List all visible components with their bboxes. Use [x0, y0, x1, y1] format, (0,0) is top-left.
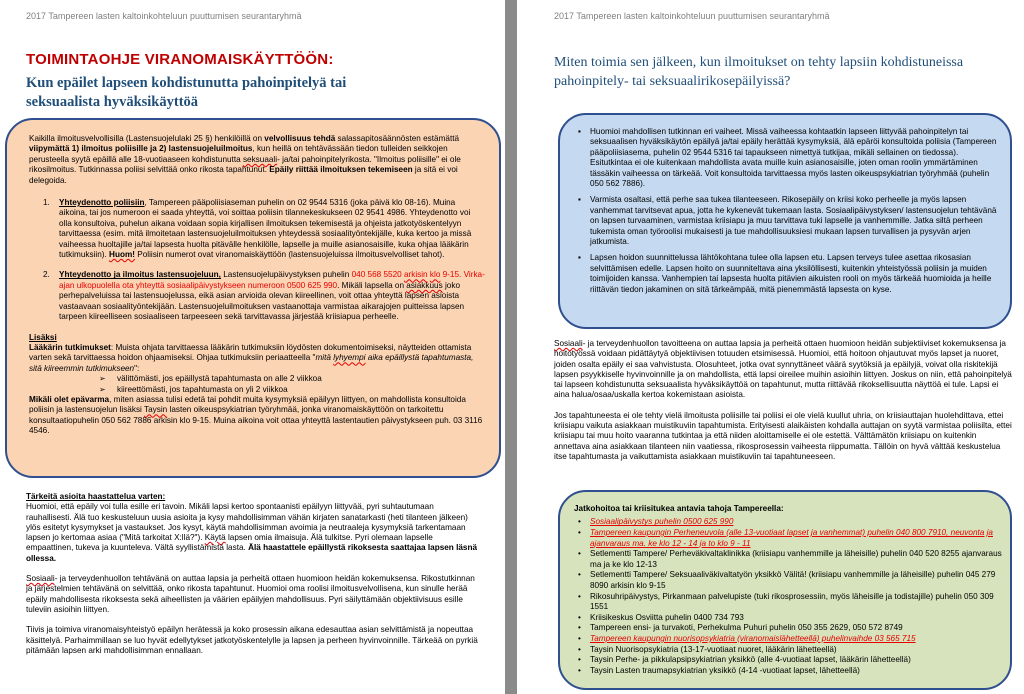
- sub-item-text: välittömästi, jos epäillystä tapahtumasta on alle 2 viikkoa: [117, 374, 322, 384]
- contact-text: Setlementti Tampere/ Seksuaaliväkivaltatyön yksikkö Välitä! (kriisiapu vanhemmille ja läheisille) puhelin 045 279 8090 arkisin klo 9-15: [590, 570, 996, 590]
- interview-text: Huomioi, että epäily voi tulla esille eri tavoin. Mikäli lapsi kertoo spontaanisti epäilyyn liittyvää, pyri suhtautumaan rauhallisesti. Älä tuo keskusteluun uusia asioita ja kysy mahdollisimman vähän kirjaten sanatarkasti (heti tilanteen jälkeen) ylös esitetyt kysymykset ja vastaukset. Jos kysyt, käytä mahdollisimman avoimia ja neutraaleja kysymyksiä tarkentamaan lapsen jo kertomaa asiaa ("Mitä tarkoitat X:llä?").: [26, 502, 468, 543]
- title-blue-line-1: Kun epäilet lapseen kohdistunutta pahoinpitelyä tai: [26, 75, 347, 91]
- contacts-box: [558, 490, 1012, 690]
- lisaksi-italic: mitä: [315, 353, 334, 363]
- contact-item: [574, 570, 1002, 591]
- contact-text: Sosiaalipäivystys puhelin 0500 625 990: [590, 517, 734, 527]
- contacts-heading: [574, 504, 1002, 514]
- intro-text: Kaikilla ilmoitusvelvollisilla (Lastensuojelulaki 25 §) henkilöillä on: [29, 134, 265, 143]
- contact-text: Tampereen kaupungin Perheneuvola (alle 13-vuotiaat lapset ja vanhemmat) puhelin 040 800 7910, neuvonta ja ajanvaraus ma. ke klo 12 - 14 ja to klo 9 - 11: [590, 528, 993, 548]
- bullet-icon: •: [578, 623, 581, 633]
- instructions-box: [5, 118, 501, 478]
- spell-flag: Taysin: [144, 405, 168, 415]
- arrow-bullet-icon: ➢: [99, 374, 106, 384]
- list-item-text: . Mikäli lapsella on: [337, 280, 407, 290]
- phone-red: klo: [429, 270, 441, 280]
- bullet-icon: •: [578, 549, 581, 559]
- page-header: 2017 Tampereen lasten kaltoinkohteluun puuttumisen seurantaryhmä: [26, 11, 302, 21]
- arrow-bullet-icon: ➢: [99, 384, 106, 394]
- contact-item: [574, 613, 1002, 624]
- contacts-heading-text: Jatkohoitoa tai kriisitukea antavia tahoja Tampereella:: [574, 504, 784, 513]
- interview-bold: Älä haastattele epäillystä rikoksesta saattajaa lapsen läsnä ollessa.: [26, 543, 478, 563]
- intro-text: - ja/tai pahoinpitelyrikosta. "Ilmoitus poliisille" ei ole rikosilmoitus. Tutkinnassa poliisi selvittää onko rikosta tapahtunut.: [29, 154, 461, 175]
- spell-flag: asiakkuus: [406, 280, 443, 290]
- interview-heading: Tärkeitä asioita haastattelua varten:: [26, 492, 166, 501]
- list-item-heading: Yhteydenotto ja ilmoitus lastensuojeluun,: [59, 270, 221, 280]
- intro-bold: Epäily riittää ilmoituksen tekemiseen: [269, 165, 413, 175]
- list-number: 2.: [43, 270, 50, 280]
- contact-text: Rikosuhripäivystys, Pirkanmaan palvelupiste (tuki rikosprosessiin, myös läheisille ja todistajille) puhelin 050 309 1551: [590, 591, 994, 612]
- bullet-icon: •: [578, 612, 581, 622]
- right-body-text: [554, 339, 1014, 462]
- lisaksi-heading: [29, 333, 485, 343]
- huom-note: Huom!: [109, 250, 135, 260]
- title-red: TOIMINTAOHJE VIRANOMAISKÄYTTÖÖN:: [26, 51, 334, 68]
- list-item-text: Lastensuojelupäivystyksen puhelin: [220, 270, 352, 280]
- contact-item: [574, 528, 1002, 549]
- sub-item-nonurgent: [99, 385, 485, 395]
- intro-text: salassapitosäännösten estämättä: [335, 134, 460, 143]
- intro-text: ja sitä ei voi delegoida.: [29, 165, 458, 185]
- lisaksi-italic: lyhyempi: [333, 353, 366, 363]
- contact-item: [574, 623, 1002, 634]
- sub-item-text: kiireettömästi, jos tapahtumasta on yli 2 viikkoa: [117, 384, 288, 394]
- list-item-police: [29, 198, 485, 260]
- contact-item: [574, 655, 1002, 666]
- bullet-icon: ▪: [578, 195, 581, 205]
- spell-flag: Sosiaali: [554, 339, 583, 348]
- cooperation-text: Tiivis ja toimiva viranomaisyhteistyö epäilyn herätessä ja koko prosessin aikana edesauttaa asian selvittämistä ja nopeuttaa käsittelyä. Parhaimmillaan se luo hyvät edellytykset jatkotyöskentelylle ja lapsen ja perheen hyvinvoinnille. Tärkeää on pyrkiä pitämään lapsen arki mahdollisimman ennallaan.: [26, 625, 478, 655]
- lisaksi-heading-text: Lisäksi: [29, 332, 57, 342]
- uncertain-bold: Mikäli olet epävarma: [29, 394, 110, 404]
- bullet-icon: •: [578, 633, 581, 643]
- contact-text: Tampereen ensi- ja turvakoti, Perhekulma Puhuri puhelin 050 355 2629, 050 572 8749: [590, 623, 903, 633]
- sub-item-urgent: [99, 374, 485, 384]
- list-item-text: joko perhepalveluissa tai lastensuojelussa, eikä asian arvioida olevan kiireellinen, voit ottaa yhteyttä lapsen asioista vastaavaan sosiaalityöntekijään. Lastensuojeluilmoituksen vastaanottaja varmistaa aikarajojen puitteissa lapsen tarpeen kiireelliseen sosiaaliseen tarpeeseen sekä tarvittavassa järjestää kriisiapua perheelle.: [59, 280, 465, 322]
- bullet-text: Lapsen hoidon suunnittelussa lähtökohtana tulee olla lapsen etu. Lapsen terveys tulee asettaa rikosasian selvittämisen edelle. Lapsen hoito on suunniteltava aina yksilöllisesti, kuitenkin yhteistyössä poliisin ja muiden toimijoiden kanssa. Vanhempien tai lapsesta huolta pitävien aikuisten rooli on myös tärkeää huomioida ja heille riittävän tiedon jakaminen on sitä tärkeämpää, mitä pienemmästä lapsesta on kyse.: [590, 253, 992, 294]
- bullet-family-support: [574, 195, 1000, 247]
- bullet-investigation: [574, 127, 1000, 189]
- title-line-1: Miten toimia sen jälkeen, kun ilmoitukset on tehty lapsiin kohdistuneissa: [554, 55, 964, 70]
- phone-red: 9-15. Virka-ajan ulkopuolella ota yhteyttä sosiaalipäivystykseen numeroon 0500 625 990: [59, 270, 485, 290]
- lisaksi-text: ":: [134, 363, 140, 373]
- title-line-2: pahoinpitely- tai seksuaalirikosepäilyissä?: [554, 74, 791, 89]
- list-number: 1.: [43, 198, 50, 208]
- bullet-icon: •: [578, 665, 581, 675]
- spell-flag: Sosiaali: [26, 574, 55, 584]
- contact-item: [574, 517, 1002, 528]
- bullet-icon: •: [578, 570, 581, 580]
- follow-up-box: [558, 113, 1012, 329]
- contact-item: [574, 549, 1002, 570]
- bullet-icon: •: [578, 528, 581, 537]
- intro-bold: viipymättä 1) ilmoitus poliisille ja 2) lastensuojeluilmoitus: [29, 144, 253, 154]
- list-item-text: , Tampereen pääpoliisiaseman puhelin on 02 9544 5316 (joka päivä klo 08-16). Muina aikoina, tai jos numeroon ei saada yhteyttä, voi soittaa poliisin tilannekeskukseen 02 9541 4986. Yhteydenotto voi olla konsultoiva, puhelun aikana voidaan sopia kirjallisen ilmoituksen tekemisestä ja ohjeista jatkotyöskentelyyn tarvittaessa (esim. mitä ilmoitetaan lastensuojeluilmoituksen yhteydessä sosiaalityöntekijälle, kuka kertoo ja missä vaiheessa huoltajille ja/tai lapsesta huolta pitävälle henkilölle, lapselle ja muille asianosaisille, kuka ohjaa lääkärin tutkimuksiin).: [59, 198, 472, 260]
- uncertain-text: , miten asiassa tulisi edetä tai pohdit muita kysymyksiä epäilyyn liittyen, on mahdollista konsultoida poliisin ja lastensuojelun lisäksi: [29, 394, 466, 415]
- contact-item: [574, 666, 1002, 677]
- uncertain-paragraph: [29, 395, 485, 437]
- social-care-text: - ja terveydenhuollon tehtävänä on auttaa lapsia ja perheitä ottaen huomioon heidän kokemuksensa. Rikostutkinnan ja järjestelmien tehtävänä on selvittää, onko rikosta tapahtunut. Huomioi oma roolisi ilmoitusvelvollisena, kun sinulle herää epäily mahdollisesta rikoksesta sekä aiheellisten ja väärien epäilyjen mahdollisuus. Pyri säilyttämään objektiivisuus esille tuleviin asioihin liittyen.: [26, 574, 475, 614]
- phone-red: 040 568 5520: [351, 270, 404, 280]
- interview-text: lapsen omia ilmaisuja. Älä tulkitse. Pyri olemaan lapselle empaattinen, tukeva ja kuunteleva. Vältä syyllistämistä lasta.: [26, 533, 433, 553]
- bullet-icon: •: [578, 517, 581, 527]
- phone-red: arkisin: [403, 270, 428, 280]
- intro-paragraph: [29, 134, 485, 186]
- bullet-care-planning: [574, 253, 1000, 295]
- bullet-icon: •: [578, 591, 581, 601]
- contact-text: Kriisikeskus Osviitta puhelin 0400 734 793: [590, 612, 744, 622]
- contact-text: Taysin Lasten traumapsykiatrian yksikkö (4-14 -vuotiaat lapset, lähetteellä): [590, 665, 860, 675]
- bullet-icon: •: [578, 644, 581, 654]
- contact-text: Setlementti Tampere/ Perheväkivaltaklinikka (kriisiapu vanhemmille ja läheisille) puhelin 040 520 8255 ajanvaraus ma ja ke klo 12-13: [590, 549, 1002, 569]
- intro-spell-flag: seksuaali: [242, 154, 278, 164]
- document-page-right: [517, 0, 1024, 694]
- intro-bold: velvollisuus tehdä: [264, 134, 336, 143]
- contacts-list: [574, 517, 1002, 676]
- contact-text: Taysin Nuorisopsykiatria (13-17-vuotiaat nuoret, lääkärin lähetteellä): [590, 644, 837, 654]
- bullet-icon: ▪: [578, 253, 581, 263]
- bullet-text: Huomioi mahdollisen tutkinnan eri vaiheet. Missä vaiheessa kohtaatkin lapseen liittyvää pahoinpitelyn tai seksuaalisen hyväksikäytön epäilyä ja/tai epäily herättää kysymyksiä, älä epäröi konsultoida poliisia (Tampereen pääpoliisiasema, puhelin 02 9544 5316 tai tapaukseen nimettyä tutkijaa, mikäli sellainen on tiedossa). Esitutkintaa ei ole kuitenkaan mahdollista avata muille kuin asianosaisille, joten oman roolin ymmärtäminen tässäkin vaiheessa on tärkeää. Voit konsultoida tarvittaessa myös lasten oikeuspsykiatrian työryhmää (puhelin 050 562 7886).: [590, 127, 997, 189]
- list-item-text: Poliisin numerot ovat viranomaiskäyttöön (lastensuojeluissa ilmoitusvelvolliset tahot).: [134, 250, 445, 260]
- list-item-heading: Yhteydenotto poliisiin: [59, 198, 145, 208]
- crisis-help-text: Jos tapahtuneesta ei ole tehty vielä ilmoitusta poliisille tai poliisi ei ole vielä kuullut uhria, on kriisiauttajan huolehdittava, ettei kriisiapu vaikuta asiakkaan muistikuviin tapahtumista. Erityisesti alaikäisten kohdalla auttajan on syytä varmistaa poliisilta, ettei kriisiapu tai muu hoito vaaranna tutkintaa ja että niiden aloittamiselle ei ole estettä. Välttämätön kriisiapu on kuitenkin annettava aina asiakkaan tilanteen niin vaatiessa, rikosprosessin vaiheesta riippumatta. Tällöin on hyvä välttää keskustelua itse tapahtumasta ja vaikuttamista asiakkaan muistikuviin tai tapahtuneeseen.: [554, 410, 1012, 461]
- title-blue-line-2: seksuaalista hyväksikäyttöä: [26, 94, 199, 110]
- contact-item: [574, 645, 1002, 656]
- lisaksi-text: : Muista ohjata tarvittaessa lääkärin tutkimuksiin löydösten dokumentoimiseksi, näytteiden ottamista varten sekä tarvittaessa hoidon ohjaamiseksi. Ohjaa tutkimuksiin periaatteella ": [29, 342, 472, 363]
- contact-item: [574, 634, 1002, 645]
- bullet-icon: •: [578, 655, 581, 665]
- contact-text: Taysin Perhe- ja pikkulapsipsykiatrian yksikkö (alle 4-vuotiaat lapset, lääkärin lähetteellä): [590, 655, 911, 665]
- interview-section: [26, 492, 478, 656]
- intro-text: , kun heillä on tehtävässään tiedon tulleiden seikkojen perusteella syytä epäillä alle 18-vuotiaaseen kohdistunutta: [29, 144, 448, 164]
- bullet-icon: ▪: [578, 127, 581, 136]
- uncertain-text: lasten oikeuspsykiatrian työryhmää, jonka viranomaiskäyttöön on tarkoitettu konsultaatiopuhelin 050 562 7886 arkisin klo 9-15. Muina aikoina voit ottaa yhteyttä lastentautien päivystykseen puh. 03 3116 4546.: [29, 405, 483, 436]
- lisaksi-paragraph: [29, 343, 485, 374]
- contact-item: [574, 592, 1002, 613]
- contact-text: Tampereen kaupungin nuorisopsykiatria (viranomaislähetteellä) puhelinvaihde 03 565 715: [590, 633, 916, 643]
- document-page-left: [0, 0, 505, 694]
- spell-flag: Käytä: [204, 533, 226, 543]
- list-item-child-protection: [29, 270, 485, 322]
- page-header: 2017 Tampereen lasten kaltoinkohteluun puuttumisen seurantaryhmä: [554, 11, 830, 21]
- bullet-text: Varmista osaltasi, että perhe saa tukea tilanteeseen. Rikosepäily on kriisi koko perheelle ja myös lapsen vanhemmat tarvitsevat apua, jotta he kykenevät tukemaan lasta. Sosiaalipäivystyksen/ lastensuojelun tehtävänä on lapsen turvaaminen, varmistaa kriisiapu ja muu tarvittava tuki lapselle ja vanhemmille. Jatka siltä perheen tukemista oman työroolisi mukaisesti ja tue mahdollisuuksiesi mukaan lapsen turvallisen ja pysyvän arjen jatkumista.: [590, 195, 997, 247]
- social-health-text: - ja terveydenhuollon tavoitteena on auttaa lapsia ja perheitä ottaen huomioon heidän subjektiiviset kokemuksensa ja hoitotyössä voidaan pidättäytyä objektiivisen totuuden etsimisessä. Huomioi, että hoitoon ohjautuvat myös lapset ja nuoret, joiden osalta epäily ei saa vahvistusta. Olosuhteet, jotka ovat synnyttäneet väärä syytöksiä ja epäilyjä, voivat olla riskitekijä lapsen psyykkiselle hyvinvoinnille ja on mahdollista, että lapsi oireilee muihin asioihin liittyen. Joskus on niin, että pahoinpitelyä tai lapseen kohdistunutta seksuaalista hyväksikäyttöä on tapahtunut, mutta riittävää rikoksellisuutta näyttöä ei tule. Lapsi ei aina halua/osaa/uskalla kertoa kokemistaan asioista.: [554, 339, 1012, 400]
- lisaksi-bold: Lääkärin tutkimukset: [29, 342, 111, 352]
- lisaksi-italic: aika epäillystä tapahtumasta, sitä kiireemmin tutkimukseen: [29, 353, 474, 373]
